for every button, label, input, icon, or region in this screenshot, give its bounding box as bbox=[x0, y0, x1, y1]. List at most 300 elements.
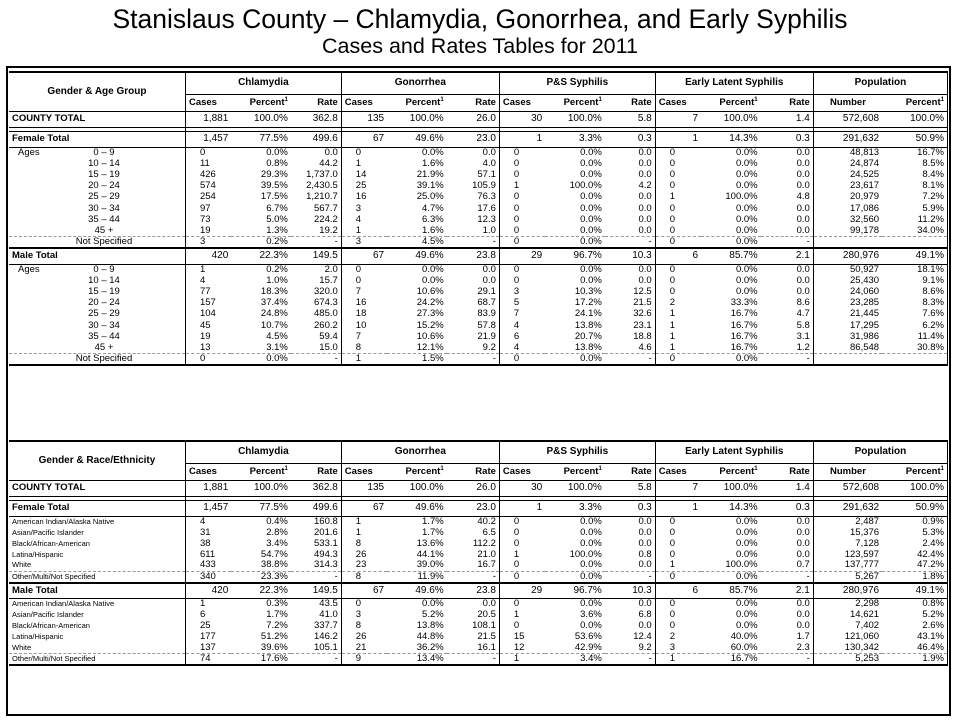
data-cell: 0.0% bbox=[735, 264, 758, 275]
data-cell: 1.7% bbox=[422, 516, 444, 527]
row-label: Other/Multi/Not Specified bbox=[12, 654, 96, 663]
rate-column-header bbox=[605, 94, 655, 111]
cases-column-header bbox=[655, 94, 701, 111]
total-label: Female Total bbox=[9, 131, 185, 147]
data-cell: 0.0% bbox=[545, 354, 605, 366]
data-cell: 9.1% bbox=[882, 275, 947, 286]
data-cell: - bbox=[761, 571, 814, 583]
data-cell: 0 bbox=[513, 214, 520, 225]
total-cell: 100.0% bbox=[231, 111, 291, 127]
data-cell: 39.5% bbox=[260, 180, 288, 192]
data-cell: 17.5% bbox=[260, 191, 288, 203]
total-cell: 67 bbox=[341, 500, 387, 516]
total-cell: 499.6 bbox=[291, 131, 341, 147]
total-cell: 67 bbox=[341, 131, 387, 147]
data-cell: 0 bbox=[669, 275, 676, 286]
rate-column-header bbox=[761, 463, 814, 480]
data-cell: 0 bbox=[499, 354, 545, 366]
data-cell: 2.0 bbox=[291, 264, 341, 275]
total-cell: 100.0% bbox=[882, 111, 947, 127]
data-cell: 1 bbox=[669, 331, 676, 342]
rate-label: Rate bbox=[317, 465, 338, 477]
data-cell: 1.7% bbox=[422, 527, 444, 538]
total-cell: 280,976 bbox=[813, 248, 882, 264]
total-cell: 49.6% bbox=[387, 500, 447, 516]
data-cell: 39.1% bbox=[416, 180, 444, 192]
row-label: 35 – 44 bbox=[88, 214, 120, 225]
data-cell: 0.0% bbox=[580, 264, 602, 275]
row-label: 10 – 14 bbox=[88, 275, 120, 286]
total-cell: 96.7% bbox=[545, 248, 605, 264]
data-cell: 18.8 bbox=[605, 331, 655, 342]
row-label-cell bbox=[9, 549, 185, 560]
data-cell: 0.0 bbox=[761, 181, 814, 192]
data-cell: 3 bbox=[341, 237, 387, 249]
data-cell: 16.7 bbox=[447, 560, 500, 571]
data-cell: 0.0 bbox=[761, 610, 814, 621]
column-group-header: Early Latent Syphilis bbox=[655, 441, 813, 463]
data-cell: 23,285 bbox=[850, 297, 880, 309]
data-cell: 51.2% bbox=[260, 631, 288, 642]
data-cell: 47.2% bbox=[882, 560, 947, 571]
data-cell: 31 bbox=[199, 527, 211, 538]
row-label: Other/Multi/Not Specified bbox=[12, 571, 96, 581]
row-label: Latina/Hispanic bbox=[12, 549, 64, 559]
data-cell: 1 bbox=[655, 342, 701, 353]
data-cell: 0 bbox=[513, 538, 520, 549]
data-cell: 1.5% bbox=[387, 354, 447, 366]
footnote-marker: 1 bbox=[754, 96, 758, 103]
data-cell: 0.0% bbox=[580, 202, 602, 214]
data-cell: 0 bbox=[499, 571, 545, 583]
data-cell: 27.3% bbox=[416, 308, 444, 320]
total-cell: 1.4 bbox=[761, 111, 814, 127]
data-cell: 39.6% bbox=[231, 643, 291, 654]
row-label-cell bbox=[9, 237, 185, 249]
total-cell: 50.9% bbox=[882, 131, 947, 147]
data-cell: 0.0 bbox=[605, 599, 655, 610]
data-cell: 4.7 bbox=[761, 309, 814, 320]
data-cell: 32,560 bbox=[850, 214, 880, 225]
rate-column-header bbox=[447, 94, 500, 111]
data-cell: 0.0% bbox=[422, 275, 444, 286]
data-cell: 0.0% bbox=[580, 598, 602, 610]
data-cell: 0.0% bbox=[580, 620, 602, 631]
data-cell: 3.1 bbox=[761, 331, 814, 342]
data-cell: 5 bbox=[513, 297, 520, 309]
data-cell: 0.0 bbox=[605, 538, 655, 549]
data-cell: 6 bbox=[513, 331, 520, 342]
data-cell: 17,086 bbox=[850, 202, 880, 214]
number-column-header bbox=[813, 94, 882, 111]
data-cell: 0.0 bbox=[761, 621, 814, 632]
data-cell: 77 bbox=[199, 286, 211, 297]
data-cell: 0.0% bbox=[735, 169, 758, 180]
data-row bbox=[9, 599, 948, 610]
data-cell: 494.3 bbox=[291, 549, 341, 560]
data-cell: 1 bbox=[199, 264, 206, 275]
data-cell: 0.0% bbox=[701, 237, 761, 249]
data-cell: 0 bbox=[669, 286, 676, 297]
data-cell: 1 bbox=[341, 225, 387, 236]
data-cell: 2 bbox=[669, 631, 676, 642]
total-cell: 1,881 bbox=[185, 111, 231, 127]
rate-column-header bbox=[605, 463, 655, 480]
total-cell: 100.0% bbox=[545, 111, 605, 127]
data-row bbox=[9, 147, 948, 158]
row-label: 15 – 19 bbox=[88, 286, 120, 297]
cases-label: Cases bbox=[344, 465, 373, 477]
data-cell: 8.4% bbox=[882, 169, 947, 180]
data-cell: 21 bbox=[341, 643, 387, 654]
page-subtitle: Cases and Rates Tables for 2011 bbox=[322, 34, 638, 58]
data-cell: 1.3% bbox=[231, 225, 291, 236]
data-cell: 0.4% bbox=[266, 516, 288, 527]
group-header: Gender & Race/Ethnicity bbox=[9, 441, 185, 480]
data-cell: 7.2% bbox=[266, 620, 288, 631]
data-cell: 567.7 bbox=[291, 203, 341, 214]
data-cell: 1.9% bbox=[882, 654, 947, 666]
data-cell: 99,178 bbox=[813, 225, 882, 236]
data-cell: 21.5 bbox=[605, 298, 655, 309]
data-cell: 8 bbox=[341, 571, 387, 583]
data-cell: 0.0 bbox=[605, 203, 655, 214]
data-cell: 224.2 bbox=[291, 214, 341, 225]
data-cell: 2,487 bbox=[855, 516, 880, 527]
data-cell: 1.7% bbox=[266, 609, 288, 620]
data-cell: 0 bbox=[355, 275, 362, 286]
data-cell: 0 bbox=[513, 202, 520, 214]
data-cell: 2.4% bbox=[882, 538, 947, 549]
data-cell: 6.8 bbox=[605, 610, 655, 621]
data-cell: 41.0 bbox=[291, 610, 341, 621]
data-cell: 314.3 bbox=[291, 560, 341, 571]
data-cell: - bbox=[761, 654, 814, 666]
data-cell: 3 bbox=[355, 202, 362, 214]
data-cell: 0 bbox=[655, 354, 701, 366]
data-cell: 25 bbox=[355, 180, 367, 192]
percent-label: Percent bbox=[563, 96, 599, 108]
column-group-header: Early Latent Syphilis bbox=[655, 72, 813, 94]
row-label: American Indian/Alaska Native bbox=[12, 516, 115, 526]
data-cell: 10.6% bbox=[416, 286, 444, 297]
row-label-cell bbox=[9, 169, 185, 180]
data-row bbox=[9, 632, 948, 643]
data-cell: 0 bbox=[513, 275, 520, 286]
data-cell: - bbox=[447, 354, 500, 366]
data-cell: 0 bbox=[199, 147, 206, 158]
data-cell: 24.1% bbox=[574, 308, 602, 320]
data-cell: 0.8% bbox=[266, 158, 288, 169]
data-cell: 5.9% bbox=[882, 203, 947, 214]
data-row bbox=[9, 275, 948, 286]
ages-label: Ages bbox=[18, 147, 40, 158]
data-cell: 44.8% bbox=[416, 631, 444, 642]
data-cell: 21.5 bbox=[447, 632, 500, 643]
data-cell: 0.0 bbox=[761, 275, 814, 286]
data-cell: - bbox=[605, 654, 655, 666]
row-label-cell bbox=[9, 147, 185, 158]
data-cell: 10.7% bbox=[260, 319, 288, 331]
row-label-cell bbox=[9, 192, 185, 203]
data-cell: 43.5 bbox=[291, 599, 341, 610]
data-cell bbox=[813, 237, 882, 249]
row-label-cell bbox=[9, 527, 185, 538]
data-cell: 60.0% bbox=[701, 643, 761, 654]
column-group-header: Chlamydia bbox=[185, 72, 341, 94]
row-label: 10 – 14 bbox=[88, 158, 120, 169]
total-cell: 1 bbox=[499, 131, 545, 147]
rate-column-header bbox=[291, 463, 341, 480]
data-cell: 121,060 bbox=[844, 631, 880, 642]
data-cell: 25.0% bbox=[416, 191, 444, 203]
data-cell: 0.0% bbox=[701, 354, 761, 366]
data-cell: 0 bbox=[669, 214, 676, 225]
total-row bbox=[9, 480, 948, 496]
data-cell: 76.3 bbox=[447, 192, 500, 203]
data-cell: 0.0 bbox=[291, 147, 341, 158]
data-cell: 37.4% bbox=[260, 297, 288, 309]
total-row bbox=[9, 583, 948, 599]
data-cell: 68.7 bbox=[447, 298, 500, 309]
row-label: 30 – 34 bbox=[88, 202, 120, 214]
data-cell: 177 bbox=[199, 631, 216, 642]
data-cell: 0 bbox=[499, 225, 545, 236]
data-cell: 4 bbox=[513, 319, 520, 331]
percent-column-header bbox=[701, 94, 761, 111]
total-cell: 1,457 bbox=[185, 500, 231, 516]
data-cell: - bbox=[447, 571, 500, 583]
data-cell: 40.2 bbox=[447, 516, 500, 527]
data-row bbox=[9, 203, 948, 214]
data-cell: 0.0% bbox=[545, 560, 605, 571]
data-cell: 0.0% bbox=[735, 158, 758, 169]
data-cell: 16.7% bbox=[882, 147, 947, 158]
data-cell: 33.3% bbox=[730, 297, 758, 309]
total-cell: 291,632 bbox=[813, 131, 882, 147]
data-cell: 59.4 bbox=[291, 331, 341, 342]
data-cell: 0.9% bbox=[882, 516, 947, 527]
total-row bbox=[9, 248, 948, 264]
data-cell: 1 bbox=[669, 319, 676, 331]
data-cell: 7,402 bbox=[855, 620, 880, 631]
data-cell: 20.7% bbox=[574, 331, 602, 342]
total-cell: 67 bbox=[341, 248, 387, 264]
data-cell: 100.0% bbox=[569, 549, 602, 560]
data-cell: 0.3% bbox=[266, 598, 288, 610]
data-cell: 0.0 bbox=[447, 264, 500, 275]
data-cell: 0.0 bbox=[761, 225, 814, 236]
data-cell: 18.3% bbox=[260, 286, 288, 297]
data-cell: 97 bbox=[199, 202, 211, 214]
data-row bbox=[9, 571, 948, 583]
total-cell: 2.1 bbox=[761, 248, 814, 264]
total-cell: 22.3% bbox=[231, 248, 291, 264]
data-cell: 104 bbox=[199, 308, 216, 320]
data-cell: 20,979 bbox=[850, 191, 880, 203]
total-cell: 6 bbox=[655, 583, 701, 599]
total-cell: 77.5% bbox=[231, 500, 291, 516]
data-cell: 0.0% bbox=[701, 571, 761, 583]
data-cell: 1,210.7 bbox=[291, 192, 341, 203]
data-cell: 21.0 bbox=[447, 549, 500, 560]
data-cell: 0.0 bbox=[605, 147, 655, 158]
cases-column-header bbox=[185, 94, 231, 111]
data-cell: 0 bbox=[355, 147, 362, 158]
row-label: Not Specified bbox=[75, 353, 133, 364]
data-cell: 4 bbox=[199, 516, 206, 527]
total-cell: 6 bbox=[655, 248, 701, 264]
data-cell: 2,430.5 bbox=[291, 181, 341, 192]
footnote-marker: 1 bbox=[598, 465, 602, 472]
total-cell: 499.6 bbox=[291, 500, 341, 516]
data-cell: 426 bbox=[199, 169, 216, 180]
data-cell: 48,813 bbox=[850, 147, 880, 158]
data-cell: 16 bbox=[355, 191, 367, 203]
total-label: COUNTY TOTAL bbox=[9, 480, 185, 496]
row-label-cell bbox=[9, 181, 185, 192]
data-cell: 0.0 bbox=[761, 538, 814, 549]
data-cell: 0.2% bbox=[231, 237, 291, 249]
data-cell: 0.0 bbox=[761, 147, 814, 158]
data-cell: 2,298 bbox=[855, 598, 880, 610]
data-cell: 4 bbox=[199, 275, 206, 286]
data-cell: 9 bbox=[341, 654, 387, 666]
total-cell: 23.0 bbox=[447, 500, 500, 516]
data-cell: 0.0% bbox=[580, 527, 602, 538]
data-row bbox=[9, 560, 948, 571]
data-cell: 7,128 bbox=[855, 538, 880, 549]
total-cell: 362.8 bbox=[291, 480, 341, 496]
data-cell: 54.7% bbox=[260, 549, 288, 560]
data-cell: 42.9% bbox=[545, 643, 605, 654]
data-row bbox=[9, 298, 948, 309]
data-cell: 1.0 bbox=[447, 225, 500, 236]
cases-label: Cases bbox=[188, 96, 217, 108]
data-cell: 39.0% bbox=[387, 560, 447, 571]
data-cell: 17.6% bbox=[231, 654, 291, 666]
cases-column-header bbox=[499, 94, 545, 111]
data-cell: 3 bbox=[655, 643, 701, 654]
total-cell: 100.0% bbox=[387, 111, 447, 127]
data-cell: 0 bbox=[669, 516, 676, 527]
data-cell: 7 bbox=[355, 286, 362, 297]
data-cell: 24,060 bbox=[850, 286, 880, 297]
data-cell: 5.2% bbox=[882, 610, 947, 621]
data-row bbox=[9, 516, 948, 527]
total-cell: 149.5 bbox=[291, 248, 341, 264]
row-label: Not Specified bbox=[75, 236, 133, 247]
total-cell: 3.3% bbox=[545, 131, 605, 147]
cases-label: Cases bbox=[502, 465, 531, 477]
rate-label: Rate bbox=[317, 96, 338, 108]
data-cell: 13.8% bbox=[416, 620, 444, 631]
row-label-cell bbox=[9, 643, 185, 654]
cases-column-header bbox=[341, 94, 387, 111]
data-cell: 1 bbox=[655, 654, 701, 666]
data-cell: 0 bbox=[655, 225, 701, 236]
total-cell: 26.0 bbox=[447, 480, 500, 496]
data-cell: 13.8% bbox=[574, 319, 602, 331]
data-cell: - bbox=[605, 237, 655, 249]
data-cell: 1.6% bbox=[387, 225, 447, 236]
data-cell: 0 bbox=[669, 264, 676, 275]
data-cell: 0.0% bbox=[580, 158, 602, 169]
total-cell: 1 bbox=[499, 500, 545, 516]
data-cell: 123,597 bbox=[844, 549, 880, 560]
data-cell: 0.0 bbox=[605, 225, 655, 236]
data-row bbox=[9, 527, 948, 538]
data-cell: 1.7 bbox=[761, 632, 814, 643]
data-cell: 8 bbox=[341, 342, 387, 353]
data-cell: 1 bbox=[669, 308, 676, 320]
data-cell: 0 bbox=[513, 191, 520, 203]
data-cell: 21.9% bbox=[416, 169, 444, 180]
data-cell: - bbox=[761, 354, 814, 366]
data-cell: 44.1% bbox=[416, 549, 444, 560]
footnote-marker: 1 bbox=[440, 465, 444, 472]
percent-column-header bbox=[545, 94, 605, 111]
total-cell: 135 bbox=[341, 111, 387, 127]
data-cell: 11.4% bbox=[882, 331, 947, 342]
header-row bbox=[9, 441, 948, 463]
data-cell: 0.0% bbox=[735, 549, 758, 560]
data-cell: 8.3% bbox=[882, 298, 947, 309]
data-cell: 1 bbox=[655, 560, 701, 571]
data-cell: 0.0% bbox=[580, 538, 602, 549]
data-row bbox=[9, 214, 948, 225]
data-cell: 57.8 bbox=[447, 320, 500, 331]
data-cell: 9.2 bbox=[447, 342, 500, 353]
data-cell: 0 bbox=[669, 169, 676, 180]
data-cell: 23 bbox=[341, 560, 387, 571]
total-cell: 96.7% bbox=[545, 583, 605, 599]
data-cell: 16.7% bbox=[701, 654, 761, 666]
data-cell: 0 bbox=[669, 598, 676, 610]
group-header: Gender & Age Group bbox=[9, 72, 185, 111]
row-label-cell bbox=[9, 264, 185, 275]
data-cell: 0 bbox=[655, 237, 701, 249]
data-cell: 337.7 bbox=[291, 621, 341, 632]
column-group-header: P&S Syphilis bbox=[499, 441, 655, 463]
data-cell: 340 bbox=[185, 571, 231, 583]
row-label-cell bbox=[9, 632, 185, 643]
data-cell: 146.2 bbox=[291, 632, 341, 643]
data-cell: 1 bbox=[499, 654, 545, 666]
data-cell: 7 bbox=[513, 308, 520, 320]
data-cell: 160.8 bbox=[291, 516, 341, 527]
data-cell: 38.8% bbox=[231, 560, 291, 571]
data-cell: 0 bbox=[669, 620, 676, 631]
data-cell: 5.2% bbox=[422, 609, 444, 620]
data-cell: 16 bbox=[355, 297, 367, 309]
row-label-cell bbox=[9, 354, 185, 366]
cases-label: Cases bbox=[658, 465, 687, 477]
data-cell: 0.0% bbox=[735, 516, 758, 527]
data-cell: 100.0% bbox=[701, 560, 761, 571]
row-label-cell bbox=[9, 214, 185, 225]
row-label: 20 – 24 bbox=[88, 297, 120, 309]
total-cell: 23.8 bbox=[447, 583, 500, 599]
cases-label: Cases bbox=[658, 96, 687, 108]
data-cell: 130,342 bbox=[813, 643, 882, 654]
data-cell: 44.2 bbox=[291, 158, 341, 169]
total-cell: 5.8 bbox=[605, 111, 655, 127]
data-cell: 0.0% bbox=[580, 516, 602, 527]
data-cell: 4 bbox=[499, 342, 545, 353]
cases-label: Cases bbox=[188, 465, 217, 477]
total-cell: 49.6% bbox=[387, 583, 447, 599]
